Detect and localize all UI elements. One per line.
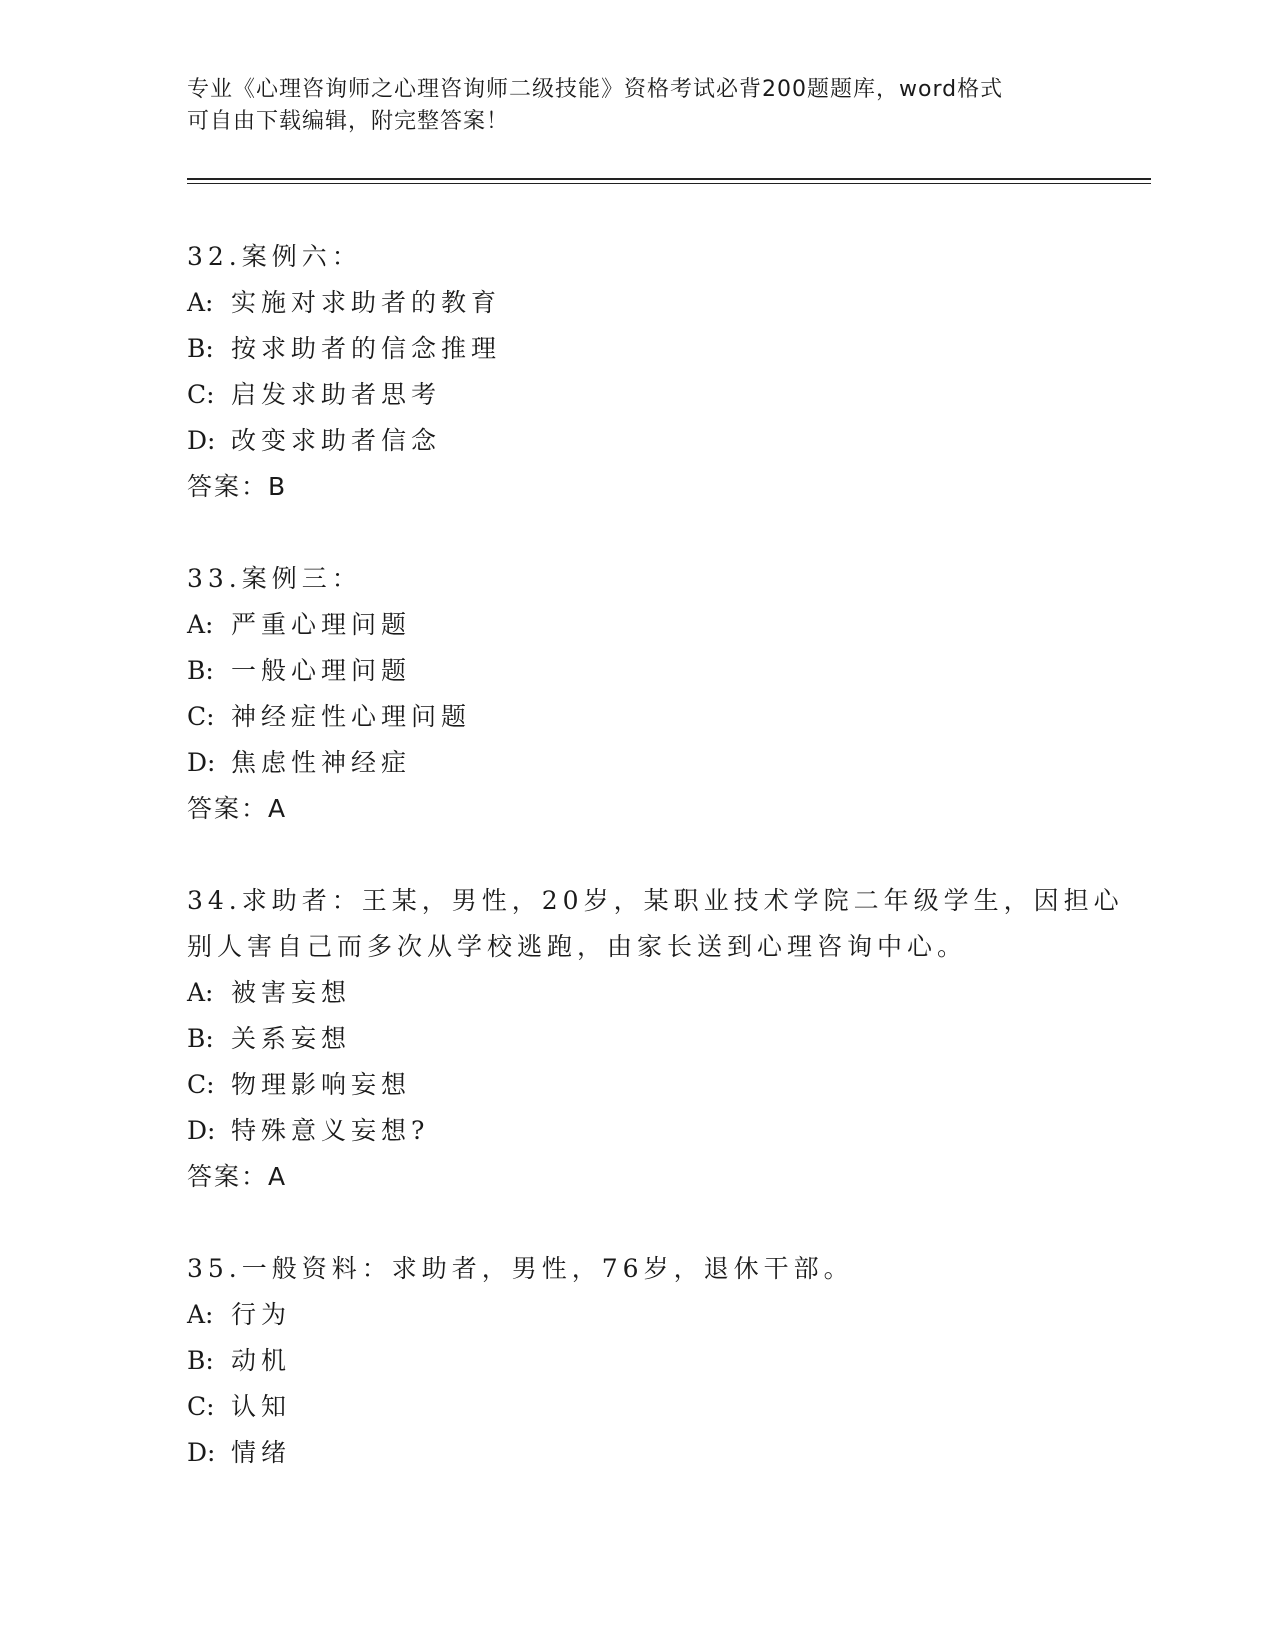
option-b — [187, 648, 1147, 694]
option-letter: C: — [187, 702, 215, 731]
question-stem-continued: 别人害自己而多次从学校逃跑，由家长送到心理咨询中心。 — [187, 932, 968, 961]
option-text: 动机 — [231, 1346, 292, 1375]
option-d — [187, 1108, 1147, 1154]
header-line-2: 可自由下载编辑，附完整答案！ — [187, 109, 510, 134]
answer: 答案：A — [187, 1162, 288, 1191]
header-rule-thick — [187, 178, 1151, 180]
option-text: 被害妄想 — [231, 978, 352, 1007]
question-32 — [187, 234, 1147, 510]
option-text: 认知 — [231, 1392, 292, 1421]
answer: 答案：B — [187, 472, 288, 501]
option-letter: B: — [187, 656, 214, 685]
option-c — [187, 1062, 1147, 1108]
header-rule-thin — [187, 183, 1151, 184]
question-35 — [187, 1246, 1147, 1476]
option-text: 关系妄想 — [231, 1024, 352, 1053]
option-b — [187, 326, 1147, 372]
option-c — [187, 372, 1147, 418]
option-text: 一般心理问题 — [231, 656, 412, 685]
option-letter: B: — [187, 334, 214, 363]
option-text: 特殊意义妄想? — [231, 1116, 430, 1145]
option-text: 改变求助者信念 — [231, 426, 442, 455]
option-text: 情绪 — [231, 1438, 292, 1467]
question-stem: 35.一般资料：求助者，男性，76岁，退休干部。 — [187, 1254, 854, 1283]
option-letter: B: — [187, 1024, 214, 1053]
option-letter: A: — [187, 978, 214, 1007]
option-c — [187, 1384, 1147, 1430]
option-letter: D: — [187, 1116, 216, 1145]
question-stem: 32.案例六： — [187, 242, 362, 271]
option-d — [187, 418, 1147, 464]
document-header — [187, 74, 1087, 138]
option-text: 启发求助者思考 — [231, 380, 442, 409]
option-letter: D: — [187, 426, 216, 455]
option-text: 物理影响妄想 — [231, 1070, 412, 1099]
option-letter: B: — [187, 1346, 214, 1375]
option-a — [187, 970, 1147, 1016]
question-34 — [187, 878, 1147, 1200]
option-letter: D: — [187, 748, 216, 777]
question-stem: 33.案例三： — [187, 564, 362, 593]
option-letter: A: — [187, 610, 214, 639]
option-d — [187, 1430, 1147, 1476]
option-letter: C: — [187, 380, 215, 409]
option-text: 神经症性心理问题 — [231, 702, 472, 731]
option-b — [187, 1338, 1147, 1384]
option-b — [187, 1016, 1147, 1062]
option-a — [187, 1292, 1147, 1338]
option-text: 严重心理问题 — [231, 610, 412, 639]
option-text: 焦虑性神经症 — [231, 748, 412, 777]
option-letter: C: — [187, 1392, 215, 1421]
option-a — [187, 602, 1147, 648]
option-letter: A: — [187, 288, 214, 317]
option-letter: D: — [187, 1438, 216, 1467]
question-stem: 34.求助者：王某，男性，20岁，某职业技术学院二年级学生，因担心 — [187, 886, 1124, 915]
answer: 答案：A — [187, 794, 288, 823]
option-c — [187, 694, 1147, 740]
option-a — [187, 280, 1147, 326]
question-list — [187, 234, 1147, 1522]
header-line-1: 专业《心理咨询师之心理咨询师二级技能》资格考试必背200题题库，word格式 — [187, 77, 1004, 102]
option-letter: A: — [187, 1300, 214, 1329]
option-text: 实施对求助者的教育 — [231, 288, 502, 317]
option-d — [187, 740, 1147, 786]
option-text: 行为 — [231, 1300, 292, 1329]
question-33 — [187, 556, 1147, 832]
option-letter: C: — [187, 1070, 215, 1099]
option-text: 按求助者的信念推理 — [231, 334, 502, 363]
